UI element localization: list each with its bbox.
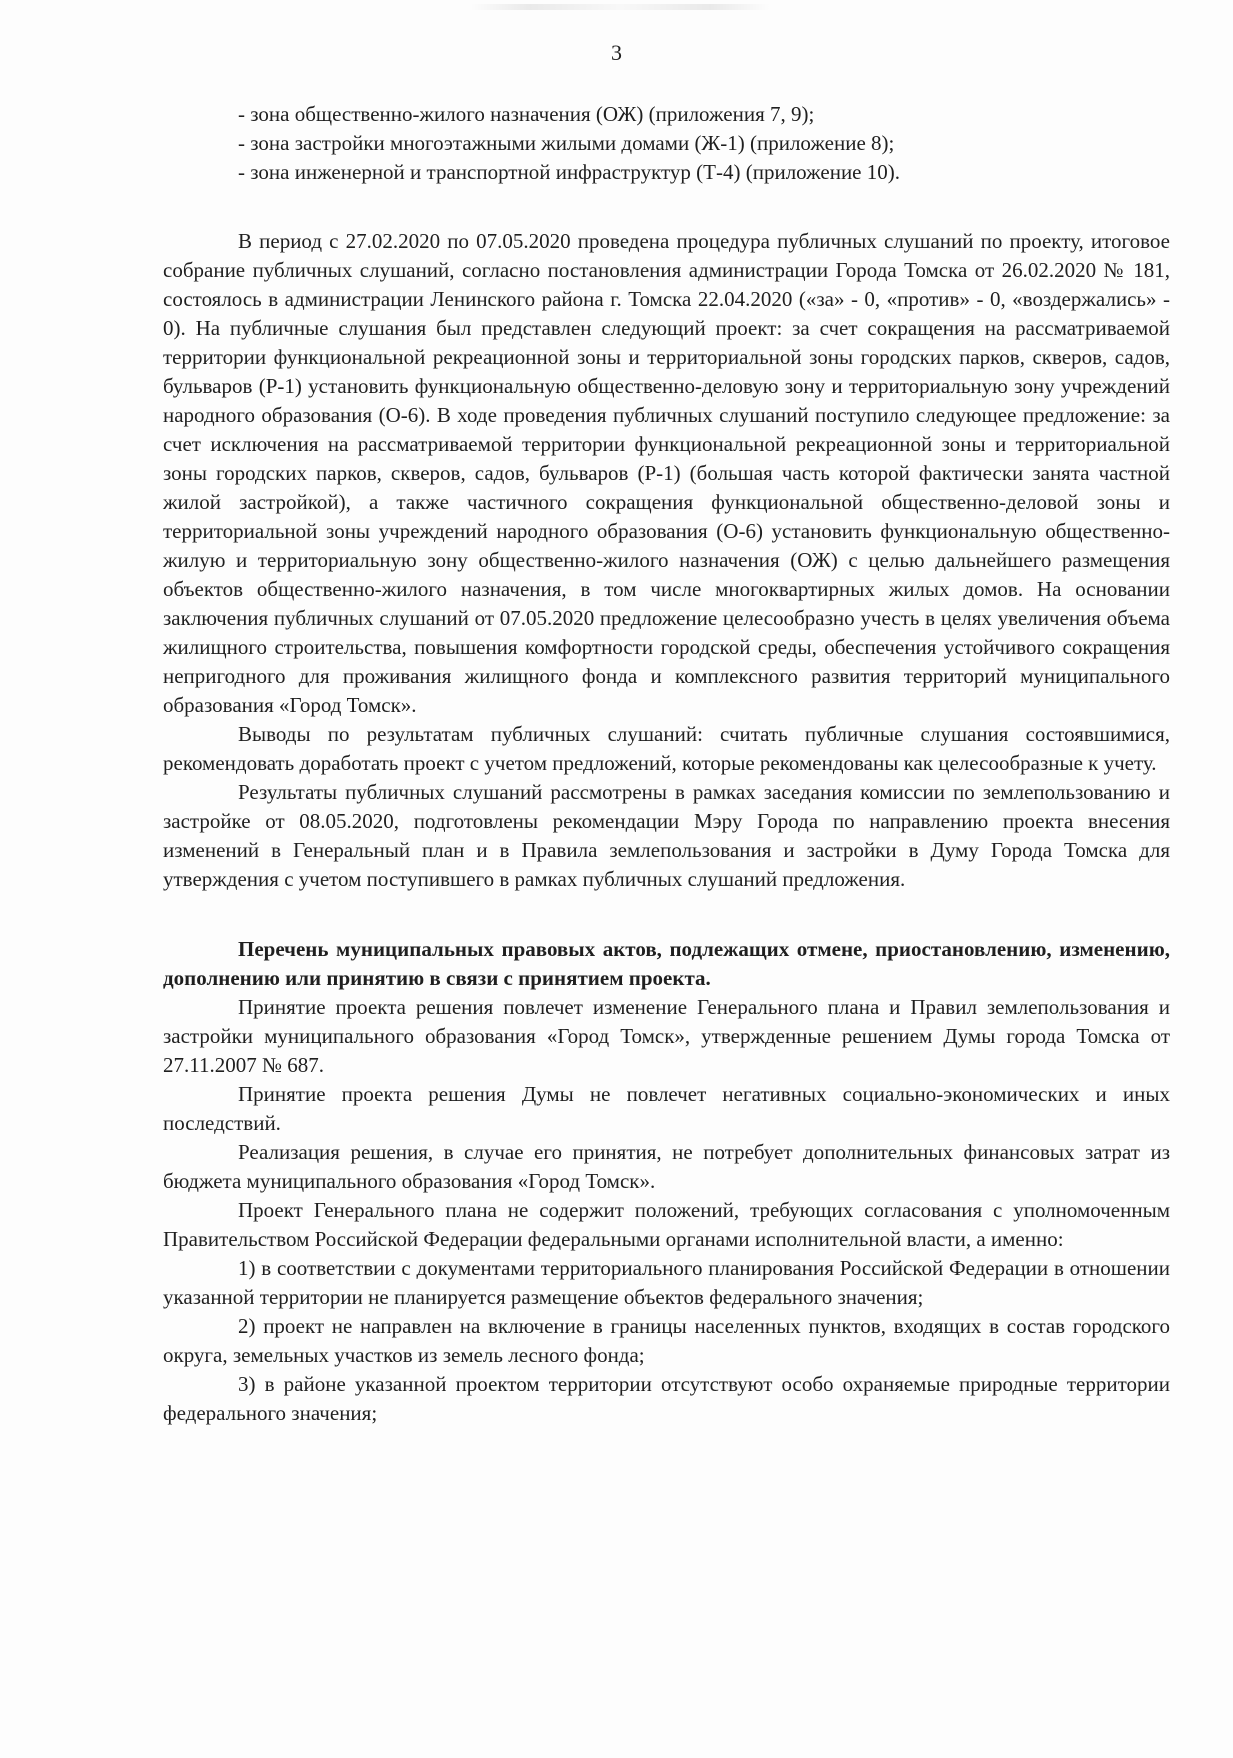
paragraph-commission-results: Результаты публичных слушаний рассмотрены в рамках заседания комиссии по землепользованию и застройке от 08.05.2020, подготовлены рекомендации Мэру Города по направлению проекта внесения изменений в Генеральный план и в Правила землепользования и застройки в Думу Города Томска для утверждения с учетом поступившего в рамках публичных слушаний предложения. — [163, 780, 1170, 891]
zone-list-item: - зона застройки многоэтажными жилыми домами (Ж-1) (приложение 8); — [238, 131, 895, 155]
list-item-federal-objects: 1) в соответствии с документами территориального планирования Российской Федерации в отношении указанной территории не планируется размещение объектов федерального значения; — [163, 1256, 1170, 1309]
paragraph-no-costs: Реализация решения, в случае его принятия, не потребует дополнительных финансовых затрат из бюджета муниципального образования «Город Томск». — [163, 1140, 1170, 1193]
scan-artifact — [470, 4, 770, 10]
paragraph-no-consequences: Принятие проекта решения Думы не повлечет негативных социально-экономических и иных последствий. — [163, 1082, 1170, 1135]
paragraph-no-approval-needed: Проект Генерального плана не содержит положений, требующих согласования с уполномоченным Правительством Российской Федерации федеральными органами исполнительной власти, а именно: — [163, 1198, 1170, 1251]
paragraph-plan-change: Принятие проекта решения повлечет изменение Генерального плана и Правил землепользования и застройки муниципального образования «Город Томск», утвержденные решением Думы города Томска от 27.11.2007 № 687. — [163, 995, 1170, 1077]
zone-list — [163, 100, 1170, 187]
zone-list-item: - зона инженерной и транспортной инфраструктур (Т-4) (приложение 10). — [238, 160, 900, 184]
spacer — [163, 187, 1170, 227]
list-item-protected-areas: 3) в районе указанной проектом территории отсутствуют особо охраняемые природные территории федерального значения; — [163, 1372, 1170, 1425]
section-heading: Перечень муниципальных правовых актов, подлежащих отмене, приостановлению, изменению, дополнению или принятию в связи с принятием проекта. — [163, 937, 1170, 990]
document-body — [163, 100, 1170, 1428]
page-number: 3 — [611, 40, 622, 65]
zone-list-item: - зона общественно-жилого назначения (ОЖ) (приложения 7, 9); — [238, 102, 815, 126]
paragraph-conclusions: Выводы по результатам публичных слушаний: считать публичные слушания состоявшимися, рекомендовать доработать проект с учетом предложений, которые рекомендованы как целесообразные к учету. — [163, 722, 1170, 775]
paragraph-public-hearings: В период с 27.02.2020 по 07.05.2020 проведена процедура публичных слушаний по проекту, итоговое собрание публичных слушаний, согласно постановления администрации Города Томска от 26.02.2020 № 181, состоялось в администрации Ленинского района г. Томска 22.04.2020 («за» - 0, «против» - 0, «воздержались» - 0). На публичные слушания был представлен следующий проект: за счет сокращения на рассматриваемой территории функциональной рекреационной зоны и территориальной зоны городских парков, скверов, садов, бульваров (Р-1) установить функциональную общественно-деловую зону и территориальную зону учреждений народного образования (О-6). В ходе проведения публичных слушаний поступило следующее предложение: за счет исключения на рассматриваемой территории функциональной рекреационной зоны и территориальной зоны городских парков, скверов, садов, бульваров (Р-1) (большая часть которой фактически занята частной жилой застройкой), а также частичного сокращения функциональной общественно-деловой зоны и территориальной зоны учреждений народного образования (О-6) установить функциональную общественно-жилую и территориальную зону общественно-жилого назначения (ОЖ) с целью дальнейшего размещения объектов общественно-жилого назначения, в том числе многоквартирных жилых домов. На основании заключения публичных слушаний от 07.05.2020 предложение целесообразно учесть в целях увеличения объема жилищного строительства, повышения комфортности городской среды, обеспечения устойчивого сокращения непригодного для проживания жилищного фонда и комплексного развития территорий муниципального образования «Город Томск». — [163, 229, 1170, 717]
spacer — [163, 894, 1170, 935]
list-item-forest-lands: 2) проект не направлен на включение в границы населенных пунктов, входящих в состав городского округа, земельных участков из земель лесного фонда; — [163, 1314, 1170, 1367]
